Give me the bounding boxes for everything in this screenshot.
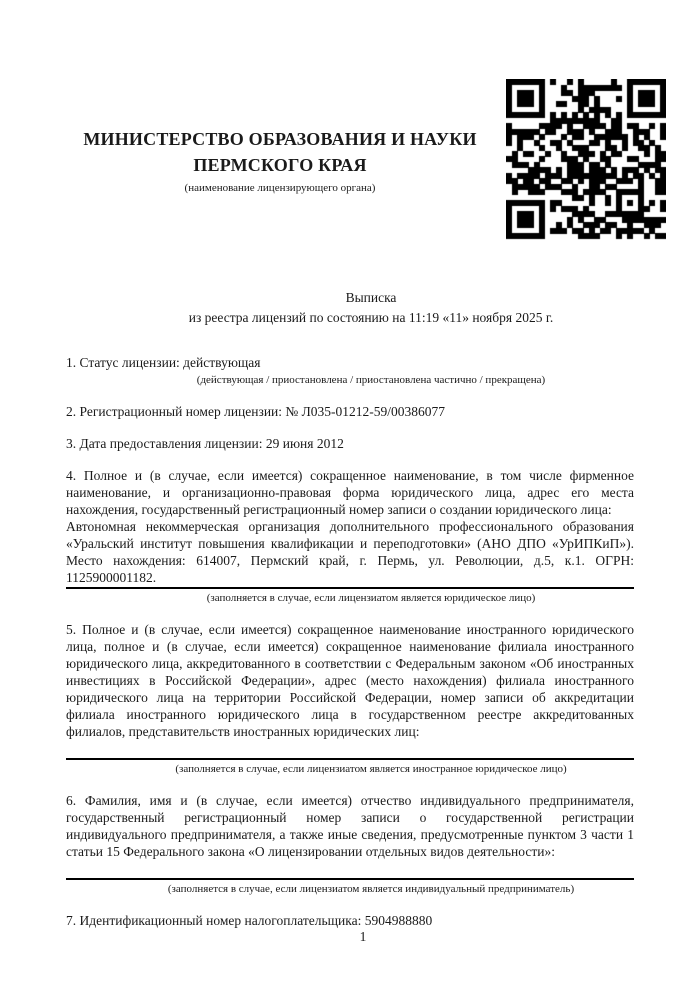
item-label: 2. Регистрационный номер лицензии: № Л035-01212-59/00386077	[66, 404, 446, 419]
item-label: 7. Идентификационный номер налогоплательщика: 5904988880	[66, 913, 433, 928]
licensing-authority	[66, 126, 494, 195]
item-taxpayer-number	[66, 912, 634, 929]
page-number: 1	[359, 929, 367, 944]
qr-code-icon	[506, 79, 666, 241]
item-grant-date	[66, 435, 634, 452]
blank-line	[66, 740, 634, 757]
item-label: 3. Дата предоставления лицензии: 29 июня 2012	[66, 436, 344, 451]
authority-name-line2: ПЕРМСКОГО КРАЯ	[193, 155, 367, 175]
fill-in-rule	[66, 878, 634, 880]
item-label: 6. Фамилия, имя и (в случае, если имеется) отчество индивидуального предпринимателя, государственный регистрационный номер записи о государственной регистрации индивидуального предпринимателя, а также иные сведения, предусмотренные пунктом 3 части 1 статьи 15 Федерального закона «О лицензировании отдельных видов деятельности»:	[66, 793, 634, 859]
title-line2: из реестра лицензий по состоянию на 11:19 «11» ноября 2025 г.	[188, 310, 554, 325]
item-value: Автономная некоммерческая организация дополнительного профессионального образования «Уральский институт повышения квалификации и переподготовки» (АНО ДПО «УрИПКиП»). Место нахождения: 614007, Пермский край, г. Пермь, ул. Революции, д.5, к.1. ОГРН: 1125900001182.	[66, 519, 634, 585]
document-title	[66, 288, 634, 328]
item-individual-entrepreneur	[66, 792, 634, 897]
authority-name-line1: МИНИСТЕРСТВО ОБРАЗОВАНИЯ И НАУКИ	[83, 129, 477, 149]
item-foreign-entity	[66, 621, 634, 777]
title-line1: Выписка	[345, 290, 397, 305]
item-note: (заполняется в случае, если лицензиатом является иностранное юридическое лицо)	[175, 763, 567, 775]
item-legal-entity	[66, 467, 634, 606]
authority-caption: (наименование лицензирующего органа)	[184, 182, 376, 194]
item-label: 1. Статус лицензии: действующая	[66, 355, 261, 370]
item-label: 5. Полное и (в случае, если имеется) сокращенное наименование иностранного юридического лица, полное и (в случае, если имеется) сокращенное наименование филиала иностранного юридического лица, аккредитованного в соответствии с Федеральным законом «Об иностранных инвестициях в Российской Федерации», адрес (место нахождения) филиала иностранного юридического лица на территории Российской Федерации, номер записи об аккредитации филиала иностранного юридического лица в государственном реестре аккредитованных филиалов, представительств иностранных юридических лиц:	[66, 622, 634, 739]
item-note: (действующая / приостановлена / приостановлена частично / прекращена)	[196, 374, 546, 386]
item-label: 4. Полное и (в случае, если имеется) сокращенное наименование, в том числе фирменное наименование, и организационно-правовая форма юридического лица, адрес его места нахождения, государственный регистрационный номер записи о создании юридического лица:	[66, 468, 634, 517]
item-registration-number	[66, 403, 634, 420]
blank-line	[66, 860, 634, 877]
fill-in-rule	[66, 758, 634, 760]
items-list	[66, 354, 634, 929]
item-license-status	[66, 354, 634, 388]
item-note: (заполняется в случае, если лицензиатом является индивидуальный предприниматель)	[167, 883, 575, 895]
fill-in-rule	[66, 587, 634, 589]
item-note: (заполняется в случае, если лицензиатом является юридическое лицо)	[206, 592, 536, 604]
